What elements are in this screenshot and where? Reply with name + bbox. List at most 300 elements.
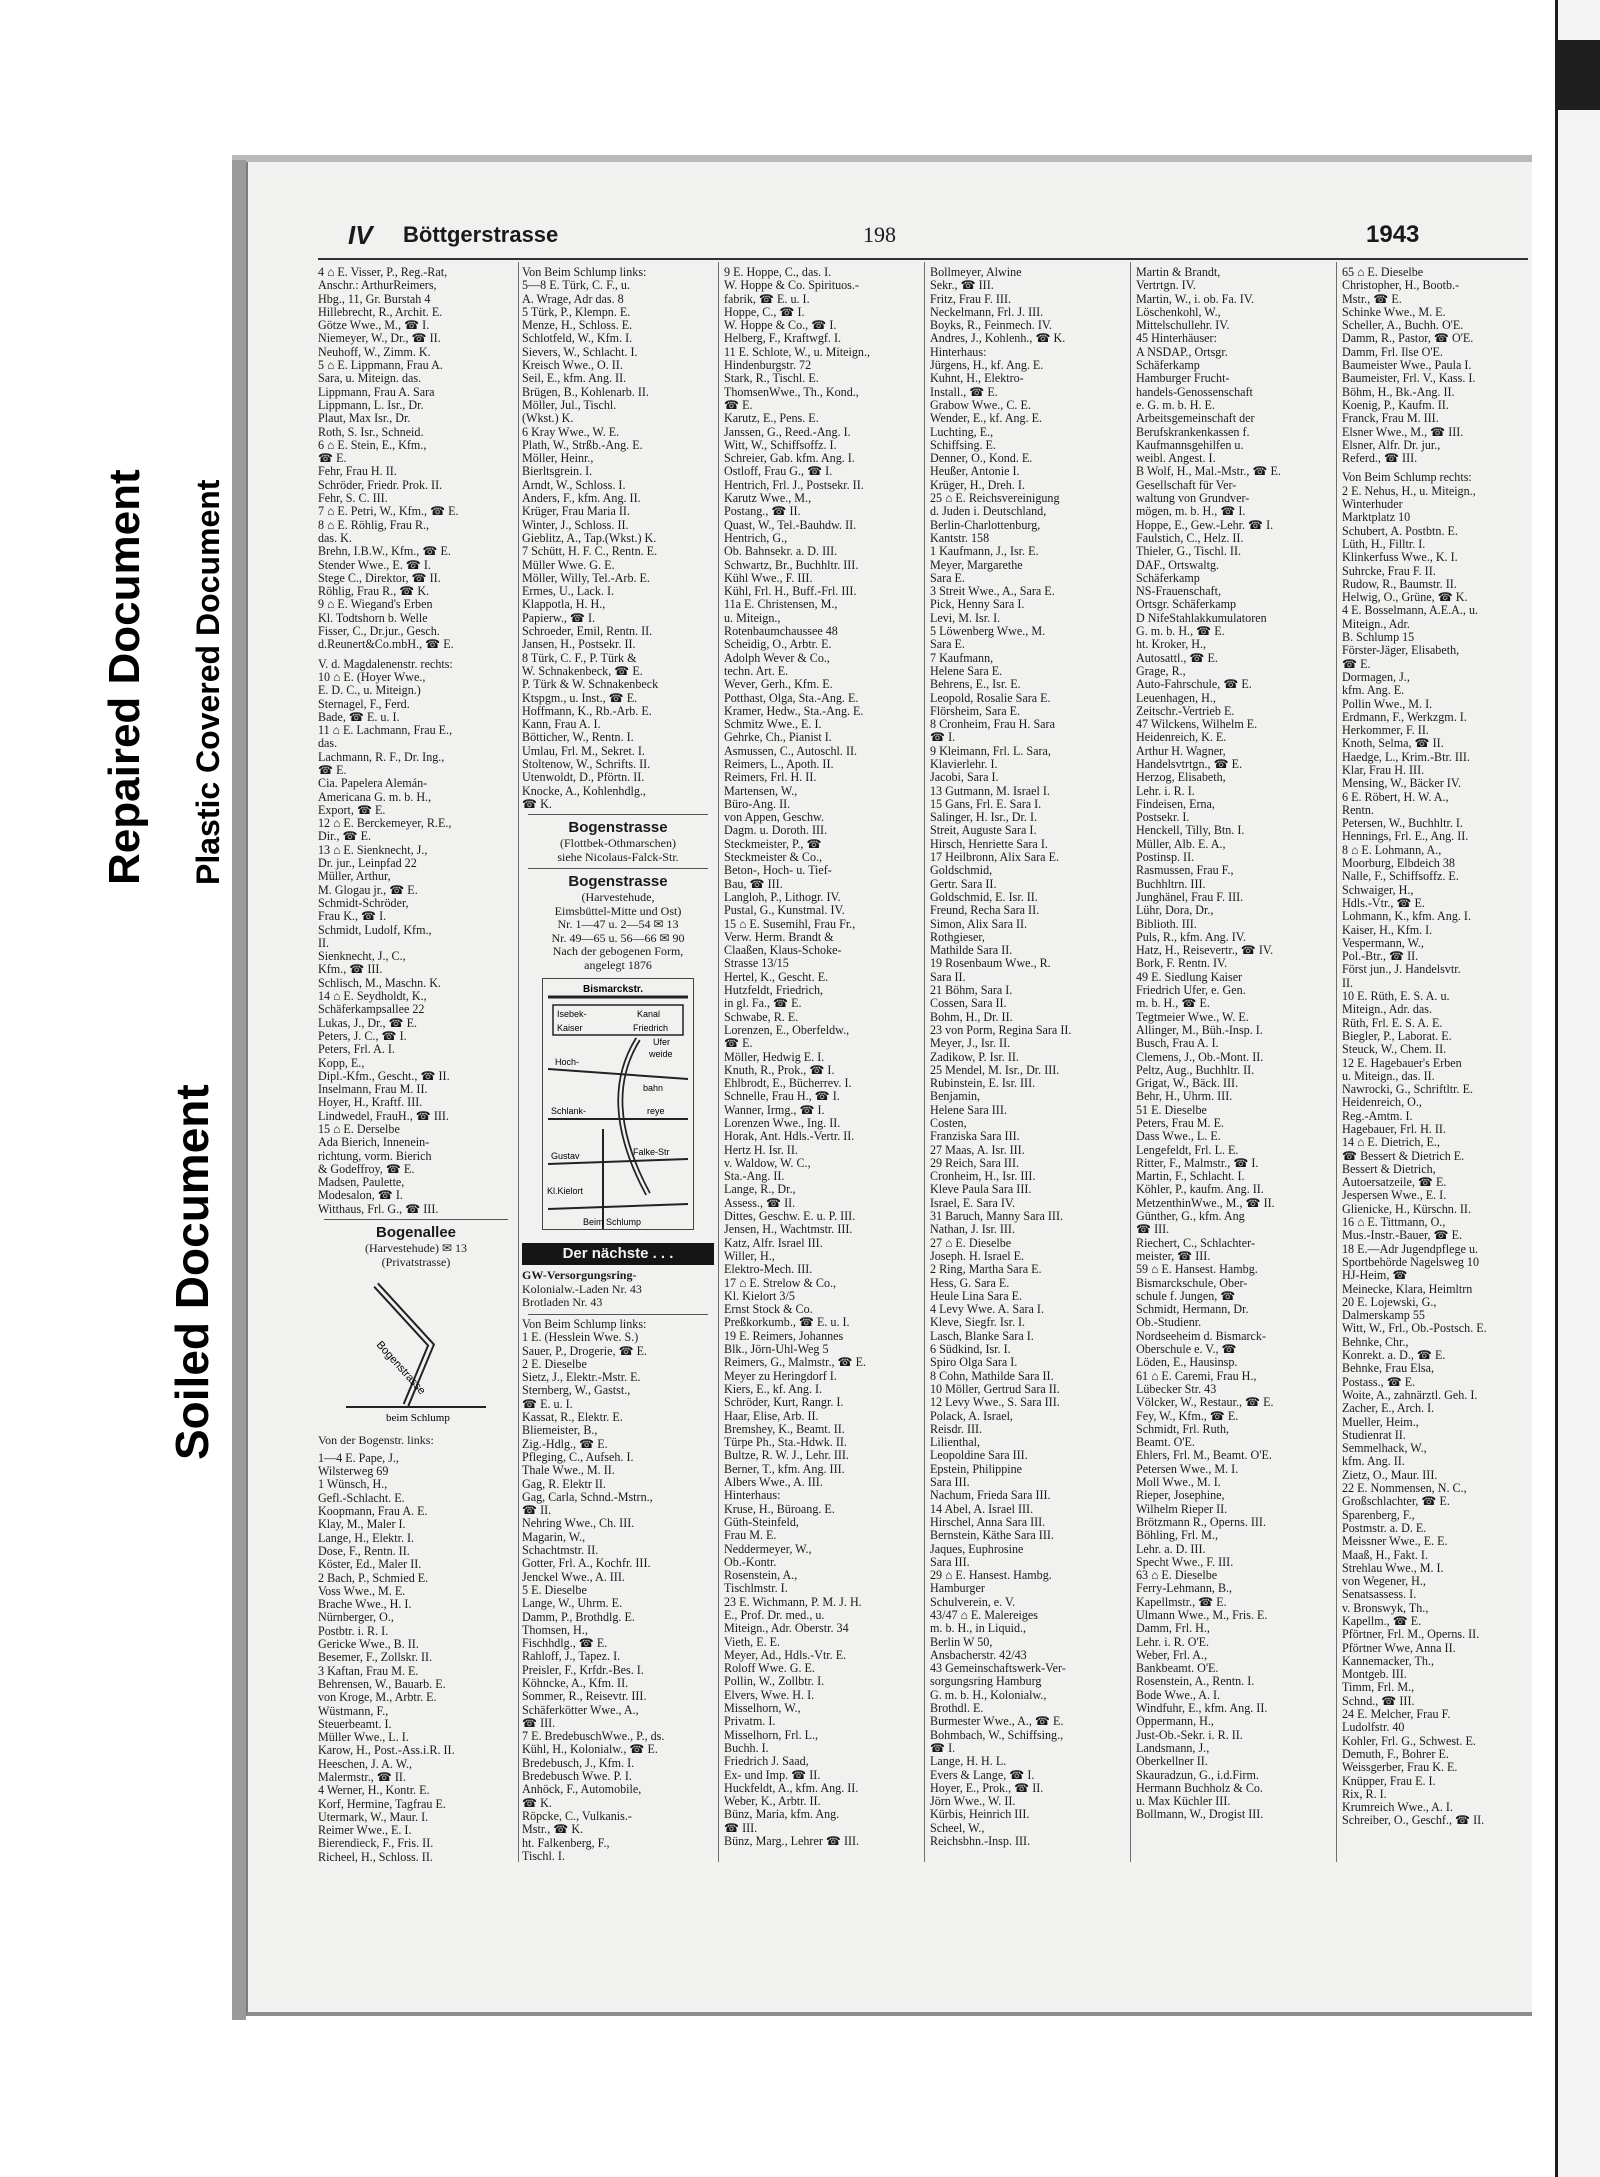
directory-column-3	[724, 266, 920, 1866]
directory-entry: 24 E. Melcher, Frau F.	[1342, 1708, 1451, 1722]
directory-entry: D NifeStahlakkumulatoren	[1136, 611, 1267, 625]
directory-entry: Rosenstein, A.,	[724, 1569, 798, 1583]
street-note: (Privatstrasse)	[381, 1254, 451, 1269]
directory-entry: Schwaiger, H.,	[1342, 883, 1414, 897]
directory-entry: Gehrke, Ch., Pianist I.	[724, 731, 832, 745]
directory-entry: Sternagel, F., Ferd.	[318, 697, 410, 711]
directory-entry: e. G. m. b. H. E.	[1136, 398, 1215, 412]
directory-entry: Demuth, F., Bohrer E.	[1342, 1747, 1449, 1761]
directory-entry: Hoyer, E., Prok., ☎ II.	[930, 1781, 1044, 1795]
directory-entry: Nathan, J. Isr. III.	[930, 1223, 1015, 1237]
directory-column-6	[1342, 266, 1528, 1866]
directory-entry: Grigat, W., Bäck. III.	[1136, 1077, 1239, 1091]
directory-entry: Cronheim, H., Isr. III.	[930, 1170, 1036, 1184]
directory-entry: Hindenburgstr. 72	[724, 359, 812, 373]
column-separator	[518, 262, 519, 1862]
directory-entry: 7 E. BredebuschWwe., P., ds.	[522, 1730, 665, 1744]
directory-entry: Lange, W., Uhrm. E.	[522, 1597, 623, 1611]
directory-entry: Klappotla, H. H.,	[522, 598, 606, 612]
directory-entry: Arthur H. Wagner,	[1136, 744, 1226, 758]
directory-entry: von Kroge, M., Arbtr. E.	[318, 1691, 437, 1705]
directory-entry: Pförtner, Frl. M., Operns. II.	[1342, 1628, 1480, 1642]
directory-entry: Sportbehörde Nagelsweg 10	[1342, 1255, 1480, 1269]
directory-entry: Ob.-Studienr.	[1136, 1316, 1202, 1330]
directory-entry: Janssen, G., Reed.-Ang. I.	[724, 425, 851, 439]
column-1-entries	[318, 266, 514, 1216]
directory-entry: Scheel, W.,	[930, 1821, 985, 1835]
directory-entry: Auto-Fahrschule, ☎ E.	[1136, 678, 1252, 692]
directory-entry: G. m. b. H., Kolonialw.,	[930, 1688, 1047, 1702]
street-district: (Harvestehude,	[581, 890, 655, 905]
directory-entry: Bork, F. Rentn. IV.	[1136, 957, 1228, 971]
directory-entry: Seil, E., kfm. Ang. II.	[522, 372, 627, 386]
map-label-weide: weide	[649, 1049, 673, 1060]
directory-entry: Modesalon, ☎ I.	[318, 1189, 403, 1203]
directory-entry: Pollin, W., Zollbtr. I.	[724, 1675, 825, 1689]
directory-entry: Misselhorn, Frl. L.,	[724, 1728, 819, 1742]
directory-entry: Büro-Ang. II.	[724, 797, 791, 811]
directory-entry: Inselmann, Frau M. II.	[318, 1083, 428, 1097]
directory-entry: 25 ⌂ E. Reichsvereinigung	[930, 492, 1060, 506]
directory-entry: Friedrich Ufer, e. Gen.	[1136, 984, 1246, 998]
directory-entry: d. Juden i. Deutschland,	[930, 505, 1047, 519]
directory-entry: Hirschel, Anna Sara III.	[930, 1515, 1046, 1529]
directory-entry: Plath, W., Strßb.-Ang. E.	[522, 438, 643, 452]
directory-entry: 2 E. Nehus, H., u. Miteign.,	[1342, 484, 1476, 498]
directory-entry: u. Miteign., das. II.	[1342, 1069, 1435, 1083]
directory-entry: Schäferkamp	[1136, 571, 1200, 585]
directory-entry: Jörn Wwe., W. II.	[930, 1795, 1016, 1809]
directory-entry: Malermstr., ☎ II.	[318, 1771, 406, 1784]
directory-entry: V. d. Magdalenenstr. rechts:	[318, 657, 453, 671]
column-separator	[924, 262, 925, 1862]
directory-entry: Hoffmann, K., Rb.-Arb. E.	[522, 704, 652, 718]
directory-entry: Salinger, H. Isr., Dr. I.	[930, 811, 1038, 825]
directory-entry: Henckell, Tilly, Btn. I.	[1136, 824, 1245, 838]
directory-entry: Puls, R., kfm. Ang. IV.	[1136, 930, 1246, 944]
directory-entry: Koopmann, Frau A. E.	[318, 1505, 428, 1519]
directory-entry: Leopold, Rosalie Sara E.	[930, 691, 1051, 705]
directory-entry: Montgeb. III.	[1342, 1668, 1407, 1682]
directory-entry: Sara, u. Miteign. das.	[318, 372, 422, 386]
directory-entry: Wever, Gerh., Kfm. E.	[724, 678, 833, 692]
directory-entry: Schmitz Wwe., E. I.	[724, 718, 822, 732]
directory-entry: Martin & Brandt,	[1136, 266, 1221, 279]
street-heading: Von der Bogenstr. links:	[318, 1433, 434, 1448]
directory-entry: Joseph. H. Israel E.	[930, 1249, 1025, 1263]
directory-entry: & Godeffroy, ☎ E.	[318, 1162, 415, 1176]
directory-column-1	[318, 266, 514, 1866]
directory-entry: Elsner Wwe., M., ☎ III.	[1342, 425, 1464, 439]
directory-entry: Schulverein, e. V.	[930, 1595, 1016, 1609]
street-reference: siehe Nicolaus-Falck-Str.	[557, 849, 679, 864]
street-name: Bogenstrasse	[568, 819, 668, 837]
directory-entry: Hdls.-Vtr., ☎ E.	[1342, 896, 1425, 910]
directory-entry: Möller, Heinr.,	[522, 452, 594, 466]
directory-entry: Böhm, H., Bk.-Ang. II.	[1342, 385, 1455, 399]
directory-entry: Freund, Recha Sara II.	[930, 904, 1040, 918]
directory-entry: Export, ☎ E.	[318, 803, 386, 817]
directory-entry: Kuhnt, H., Elektro-	[930, 372, 1024, 386]
directory-entry: Kopp, E.,	[318, 1056, 365, 1070]
column-separator	[1130, 262, 1131, 1862]
directory-entry: Korf, Hermine, Tagfrau E.	[318, 1797, 446, 1811]
directory-entry: Dass Wwe., L. E.	[1136, 1130, 1221, 1144]
page-street-title: Böttgerstrasse	[403, 222, 559, 247]
directory-entry: Von Beim Schlump rechts:	[1342, 471, 1472, 485]
directory-entry: 29 ⌂ E. Hansest. Hambg.	[930, 1569, 1052, 1583]
directory-entry: Hentrich, Frl. J., Postsekr. II.	[724, 478, 864, 492]
map-road-line-4	[548, 1204, 688, 1209]
directory-entry: Lippmann, L. Isr., Dr.	[318, 398, 424, 412]
directory-entry: 8 ⌂ E. Lohmann, A.,	[1342, 843, 1442, 857]
directory-entry: 1—4 E. Pape, J.,	[318, 1451, 399, 1465]
directory-entry: 17 ⌂ E. Strelow & Co.,	[724, 1276, 837, 1290]
directory-entry: Luchting, E.,	[930, 425, 994, 439]
directory-entry: Madsen, Paulette,	[318, 1176, 405, 1190]
directory-entry: 16 ⌂ E. Tittmann, O.,	[1342, 1216, 1446, 1230]
directory-entry: Koenig, P., Kaufm. II.	[1342, 398, 1449, 412]
directory-entry: Hillebrecht, R., Archit. E.	[318, 305, 443, 319]
directory-entry: Busch, Frau A. I.	[1136, 1037, 1219, 1051]
street-block-bogenallee	[318, 1224, 514, 1448]
directory-entry: Miteign., Adr.	[1342, 617, 1410, 631]
directory-entry: Steckmeister, P., ☎	[724, 837, 822, 851]
directory-entry: Damm, P., Brothdlg. E.	[522, 1610, 635, 1624]
directory-entry: Goldschmid, E. Isr. II.	[930, 890, 1038, 904]
directory-entry: Riechert, C., Schlachter-	[1136, 1236, 1255, 1250]
street-block-bogenstrasse-flottbek	[522, 819, 714, 864]
directory-entry: Bünz, Maria, kfm. Ang.	[724, 1808, 840, 1822]
directory-entry: Pol.-Btr., ☎ II.	[1342, 950, 1419, 964]
directory-entry: Maaß, H., Fakt. I.	[1342, 1548, 1428, 1562]
directory-entry: Lorenzen, E., Oberfeldw.,	[724, 1023, 850, 1037]
directory-entry: Schäferkampsallee 22	[318, 1003, 425, 1017]
directory-entry: Nalle, F., Schiffsoffz. E.	[1342, 870, 1459, 884]
directory-entry: Möller, Willy, Tel.-Arb. E.	[522, 571, 650, 585]
directory-entry: W. Hoppe & Co., ☎ I.	[724, 319, 837, 333]
directory-entry: 19 Rosenbaum Wwe., R.	[930, 957, 1051, 971]
directory-entry: Pfleging, C., Aufseh. I.	[522, 1450, 634, 1464]
directory-entry: Kramer, Hedw., Sta.-Ang. E.	[724, 704, 864, 718]
directory-entry: waltung von Grundver-	[1136, 492, 1250, 506]
directory-entry: u. Max Küchler III.	[1136, 1795, 1231, 1809]
directory-entry: Tegtmeier Wwe., W. E.	[1136, 1010, 1249, 1024]
directory-entry: Stark, R., Tischl. E.	[724, 372, 819, 386]
directory-entry: Martensen, W.,	[724, 784, 798, 798]
directory-entry: Sievers, W., Schlacht. I.	[522, 345, 638, 359]
directory-entry: Jenckel Wwe., A. III.	[522, 1570, 625, 1584]
directory-entry: Richeel, H., Schloss. II.	[318, 1850, 433, 1864]
directory-entry: A NSDAP., Ortsgr.	[1136, 345, 1228, 359]
directory-entry: Buchh. I.	[724, 1741, 769, 1755]
map-hochbahn-line	[548, 1069, 688, 1079]
directory-entry: Hertel, K., Gescht. E.	[724, 970, 829, 984]
directory-entry: Epstein, Philippine	[930, 1462, 1023, 1476]
directory-entry: Kann, Frau A. I.	[522, 718, 601, 732]
directory-entry: Weber, K., Arbtr. II.	[724, 1795, 821, 1809]
directory-entry: Kreisch Wwe., O. II.	[522, 359, 623, 373]
directory-entry: Weissgerber, Frau K. E.	[1342, 1761, 1458, 1775]
directory-entry: Schroeder, Emil, Rentn. II.	[522, 625, 653, 639]
directory-entry: Fehr, S. C. III.	[318, 492, 388, 506]
directory-entry: Schmidt, Hermann, Dr.	[1136, 1303, 1249, 1317]
directory-entry: Schinke Wwe., M. E.	[1342, 305, 1446, 319]
directory-entry: Winter, J., Schloss. II.	[522, 518, 629, 532]
directory-entry: Anders, F., kfm. Ang. II.	[522, 492, 641, 506]
directory-entry: Möller, Jul., Tischl.	[522, 398, 617, 412]
map-label-beim-schlump: beim Schlump	[386, 1412, 450, 1425]
directory-entry: Schwartz, Br., Buchhltr. III.	[724, 558, 859, 572]
directory-entry: Dittes, Geschw. E. u. P. III.	[724, 1210, 856, 1224]
directory-entry: Witt, W., Schiffsoffz. I.	[724, 438, 837, 452]
directory-entry: Ludolfstr. 40	[1342, 1721, 1405, 1735]
directory-entry: Lorenzen Wwe., Ing. II.	[724, 1117, 841, 1130]
column-5-entries	[1136, 266, 1332, 1822]
directory-entry: fabrik, ☎ E. u. I.	[724, 292, 810, 306]
directory-entry: Röpcke, C., Vulkanis.-	[522, 1809, 632, 1823]
directory-entry: v. Waldow, W. C.,	[724, 1156, 811, 1170]
directory-entry: Wüstmann, F.,	[318, 1704, 389, 1718]
directory-entry: Franziska Sara III.	[930, 1130, 1020, 1144]
directory-entry: Bernstein, Käthe Sara III.	[930, 1529, 1054, 1543]
page-number: 198	[863, 222, 896, 247]
map-label-bahn: bahn	[643, 1083, 664, 1094]
directory-entry: Möller, Hedwig E. I.	[724, 1050, 825, 1064]
directory-entry: Bohmbach, W., Schiffsing.,	[930, 1728, 1064, 1742]
directory-entry: Köhncke, A., Kfm. II.	[522, 1676, 629, 1690]
directory-entry: Güth-Steinfeld,	[724, 1515, 799, 1529]
directory-entry: Willer, H.,	[724, 1249, 775, 1263]
directory-entry: Lange, H. H. L.	[930, 1755, 1007, 1769]
directory-entry: Heidenreich, K. E.	[1136, 731, 1227, 745]
directory-entry: 4 Levy Wwe. A. Sara I.	[930, 1303, 1044, 1317]
directory-entry: Hirsch, Henriette Sara I.	[930, 837, 1048, 851]
directory-entry: Boyks, R., Feinmech. IV.	[930, 319, 1053, 333]
directory-entry: Quast, W., Tel.-Bauhdw. II.	[724, 518, 857, 532]
directory-entry: 14 Abel, A. Israel III.	[930, 1502, 1034, 1516]
directory-entry: 47 Wilckens, Wilhelm E.	[1136, 718, 1258, 732]
directory-column-2	[522, 266, 714, 1866]
directory-entry: 5 Türk, P., Klempn. E.	[522, 305, 631, 319]
directory-entry: Rahloff, J., Tapez. I.	[522, 1650, 621, 1664]
map-label-reye: reye	[647, 1106, 665, 1117]
directory-entry: das. K.	[318, 531, 352, 545]
directory-entry: Glienicke, H., Kürschn. II.	[1342, 1202, 1471, 1216]
directory-entry: Haar, Elise, Arb. II.	[724, 1409, 819, 1423]
directory-entry: Meyer, J., Isr. II.	[930, 1037, 1011, 1051]
directory-entry: Ob. Bahnsekr. a. D. III.	[724, 545, 838, 559]
directory-entry: Menze, H., Schloss. E.	[522, 319, 633, 333]
directory-entry: Mittelschullehr. IV.	[1136, 319, 1230, 333]
directory-entry: DAF., Ortswaltg.	[1136, 558, 1220, 572]
directory-entry: Franck, Frau M. III.	[1342, 412, 1439, 426]
directory-entry: Sauer, P., Drogerie, ☎ E.	[522, 1344, 648, 1358]
directory-entry: Nordseeheim d. Bismarck-	[1136, 1329, 1266, 1343]
directory-entry: Wilsterweg 69	[318, 1465, 389, 1479]
directory-entry: von Wegener, H.,	[1342, 1575, 1426, 1589]
directory-entry: Umlau, Frl. M., Sekret. I.	[522, 744, 645, 758]
directory-entry: Kassat, R., Elektr. E.	[522, 1411, 623, 1425]
directory-entry: Neckelmann, Frl. J. III.	[930, 305, 1044, 319]
directory-entry: Scheidig, O., Arbtr. E.	[724, 638, 832, 652]
directory-entry: Levi, M. Isr. I.	[930, 611, 1001, 625]
directory-entry: E., Prof. Dr. med., u.	[724, 1608, 825, 1622]
directory-entry: Lange, R., Dr.,	[724, 1183, 796, 1197]
directory-entry: meister, ☎ III.	[1136, 1249, 1211, 1263]
directory-entry: Bankbeamt. O'E.	[1136, 1662, 1219, 1676]
directory-entry: Moorburg, Elbdeich 38	[1342, 857, 1455, 871]
directory-entry: Gesellschaft für Ver-	[1136, 478, 1237, 492]
directory-entry: Wanner, Irmg., ☎ I.	[724, 1103, 825, 1117]
directory-entry: Andres, J., Kohlenh., ☎ K.	[930, 332, 1066, 346]
directory-entry: Ansbacherstr. 42/43	[930, 1648, 1027, 1662]
directory-entry: Arndt, W., Schloss. I.	[522, 478, 626, 492]
directory-entry: Gotter, Frl. A., Kochfr. III.	[522, 1557, 651, 1571]
column-2-entries	[522, 266, 714, 811]
directory-entry: Lohmann, K., kfm. Ang. I.	[1342, 910, 1471, 924]
directory-entry: Elektro-Mech. III.	[724, 1263, 813, 1277]
directory-entry: Helene Sara III.	[930, 1103, 1007, 1117]
directory-entry: Anschr.: ArthurReimers,	[318, 279, 437, 293]
directory-entry: Klay, M., Maler I.	[318, 1518, 406, 1532]
directory-entry: Kohler, Frl. G., Schwest. E.	[1342, 1734, 1476, 1748]
directory-entry: 49 E. Siedlung Kaiser	[1136, 970, 1243, 984]
directory-entry: Faulstich, C., Helz. II.	[1136, 531, 1244, 545]
directory-entry: Hennings, Frl. E., Ang. II.	[1342, 830, 1469, 844]
directory-entry: Postinsp. II.	[1136, 851, 1195, 865]
directory-entry: Bremshey, K., Beamt. II.	[724, 1422, 845, 1436]
directory-entry: 7 Schütt, H. F. C., Rentn. E.	[522, 545, 658, 559]
directory-entry: Sara III.	[930, 1476, 970, 1490]
directory-entry: 4 ⌂ E. Visser, P., Reg.-Rat,	[318, 266, 448, 279]
directory-entry: Völcker, W., Restaur., ☎ E.	[1136, 1396, 1274, 1410]
street-postal-2: Nr. 49—65 u. 56—66 ✉ 90	[551, 930, 685, 945]
directory-entry: Flörsheim, Sara E.	[930, 704, 1021, 718]
directory-entry: Lengefeldt, Frl. L. E.	[1136, 1143, 1239, 1157]
directory-entry: Schnd., ☎ III.	[1342, 1694, 1415, 1708]
column-separator	[718, 262, 719, 1862]
directory-entry: Vertrtgn. IV.	[1136, 279, 1196, 293]
directory-entry: Neuhoff, W., Zimm. K.	[318, 345, 431, 359]
directory-entry: Rosenstein, A., Rentn. I.	[1136, 1675, 1255, 1689]
directory-entry: Klar, Frau H. III.	[1342, 763, 1425, 777]
directory-entry: Adolph Wever & Co.,	[724, 651, 830, 665]
directory-entry: Preßkorkumb., ☎ E. u. I.	[724, 1316, 850, 1330]
directory-year: 1943	[1366, 221, 1420, 248]
street-name: Bogenallee	[375, 1224, 457, 1242]
directory-entry: Schröder, Friedr. Prok. II.	[318, 478, 443, 492]
directory-entry: Sara E.	[930, 638, 965, 652]
directory-entry: Studienrat II.	[1342, 1428, 1406, 1442]
directory-entry: richtung, vorm. Bierich	[318, 1149, 432, 1163]
directory-entry: Vieth, E. E.	[724, 1635, 781, 1649]
directory-entry: Herkommer, F. II.	[1342, 724, 1429, 738]
directory-entry: Marktplatz 10	[1342, 511, 1411, 525]
directory-entry: Heeschen, J. A. W.,	[318, 1757, 413, 1771]
directory-entry: Ex- und Imp. ☎ II.	[724, 1768, 821, 1782]
street-year: angelegt 1876	[584, 957, 652, 972]
directory-entry: MetzenthinWwe., M., ☎ II.	[1136, 1196, 1275, 1210]
directory-entry: 9 Kleimann, Frl. L. Sara,	[930, 744, 1051, 758]
directory-entry: Sommer, R., Reisevtr. III.	[522, 1690, 647, 1704]
directory-entry: Först jun., J. Handelsvtr.	[1342, 963, 1461, 977]
next-page-border	[1555, 0, 1558, 2177]
directory-entry: 11a E. Christensen, M.,	[724, 598, 838, 612]
directory-entry: Lehr. i. R. I.	[1136, 784, 1195, 798]
directory-entry: 23 E. Wichmann, P. M. J. H.	[724, 1595, 862, 1609]
directory-entry: Kaiser, H., Kfm. I.	[1342, 923, 1433, 937]
directory-entry: Witt, W., Frl., Ob.-Postsch. E.	[1342, 1322, 1487, 1336]
directory-entry: Kl. Todtshorn b. Welle	[318, 611, 428, 625]
map-label-bismarckstr: Bismarckstr.	[583, 984, 644, 996]
block-rule	[528, 1314, 708, 1315]
directory-entry: Zacher, E., Arch. I.	[1342, 1402, 1435, 1416]
directory-entry: Müller Wwe., L. I.	[318, 1731, 409, 1745]
directory-entry: 8 Cohn, Mathilde Sara II.	[930, 1369, 1054, 1383]
map-label-kaiser: Kaiser	[557, 1023, 583, 1034]
directory-entry: Christopher, H., Bootb.-	[1342, 279, 1460, 293]
directory-entry: Scheller, A., Buchh. O'E.	[1342, 319, 1464, 333]
directory-entry: Brügen, B., Kohlenarb. II.	[522, 385, 649, 399]
column-6-entries	[1342, 266, 1528, 1828]
street-district: (Flottbek-Othmarschen)	[560, 836, 676, 851]
directory-entry: 43 Gemeinschaftswerk-Ver-	[930, 1662, 1066, 1676]
directory-entry: Privatm. I.	[724, 1715, 776, 1729]
directory-entry: Gefl.-Schlacht. E.	[318, 1491, 405, 1505]
header-rule	[318, 258, 1528, 260]
directory-entry: Heußer, Antonie I.	[930, 465, 1020, 479]
directory-entry: Gieblitz, A., Tap.(Wkst.) K.	[522, 531, 657, 545]
directory-entry: Rieper, Josephine,	[1136, 1489, 1225, 1503]
directory-entry: Langloh, P., Lithogr. IV.	[724, 890, 841, 904]
directory-entry: Kiers, E., kf. Ang. I.	[724, 1382, 823, 1396]
directory-entry: Damm, Frl. H.,	[1136, 1622, 1210, 1636]
directory-entry: Clemens, J., Ob.-Mont. II.	[1136, 1050, 1264, 1064]
directory-entry: Steuck, W., Chem. II.	[1342, 1043, 1447, 1057]
directory-entry: Krüger, Frau Maria II.	[522, 505, 630, 519]
directory-entry: m. b. H., in Liquid.,	[930, 1622, 1027, 1636]
directory-entry: 27 Maas, A. Isr. III.	[930, 1143, 1025, 1157]
directory-entry: ☎ E.	[1342, 657, 1371, 671]
directory-entry: Ada Bierich, Innenein-	[318, 1136, 430, 1150]
directory-entry: Ermes, U., Lack. I.	[522, 585, 615, 599]
directory-entry: Pollin Wwe., M. I.	[1342, 697, 1433, 711]
directory-entry: Suhrcke, Frau F. II.	[1342, 564, 1436, 578]
directory-entry: 23 von Porm, Regina Sara II.	[930, 1023, 1072, 1037]
directory-entry: Thomsen, H.,	[522, 1623, 588, 1637]
directory-entry: Helwig, O., Grüne, ☎ K.	[1342, 591, 1468, 605]
directory-entry: 29 Reich, Sara III.	[930, 1156, 1019, 1170]
directory-entry: Moll Wwe., M. I.	[1136, 1476, 1221, 1490]
directory-entry: Hatz, H., Reisevertr., ☎ IV.	[1136, 944, 1274, 958]
directory-entry: 51 E. Dieselbe	[1136, 1103, 1207, 1117]
gw-line-1: Kolonialw.-Laden Nr. 43	[522, 1281, 642, 1296]
directory-entry: Hinterhaus:	[930, 345, 987, 359]
directory-entry: Stender Wwe., E. ☎ I.	[318, 558, 431, 572]
directory-entry: 15 ⌂ E. Derselbe	[318, 1123, 400, 1136]
directory-entry: Rubinstein, E. Isr. III.	[930, 1077, 1036, 1091]
directory-entry: Strasse 13/15	[724, 957, 789, 971]
soiled-document-label: Soiled Document	[166, 1084, 218, 1460]
directory-entry: 61 ⌂ E. Caremi, Frau H.,	[1136, 1369, 1257, 1383]
directory-entry: Karutz, E., Pens. E.	[724, 412, 819, 426]
directory-entry: Reg.-Amtm. I.	[1342, 1109, 1413, 1123]
directory-entry: Kruse, H., Büroang. E.	[724, 1502, 835, 1516]
directory-entry: Denner, O., Kond. E.	[930, 452, 1033, 466]
directory-entry: Böhling, Frl. M.,	[1136, 1529, 1218, 1543]
directory-entry: Lange, H., Elektr. I.	[318, 1531, 415, 1545]
